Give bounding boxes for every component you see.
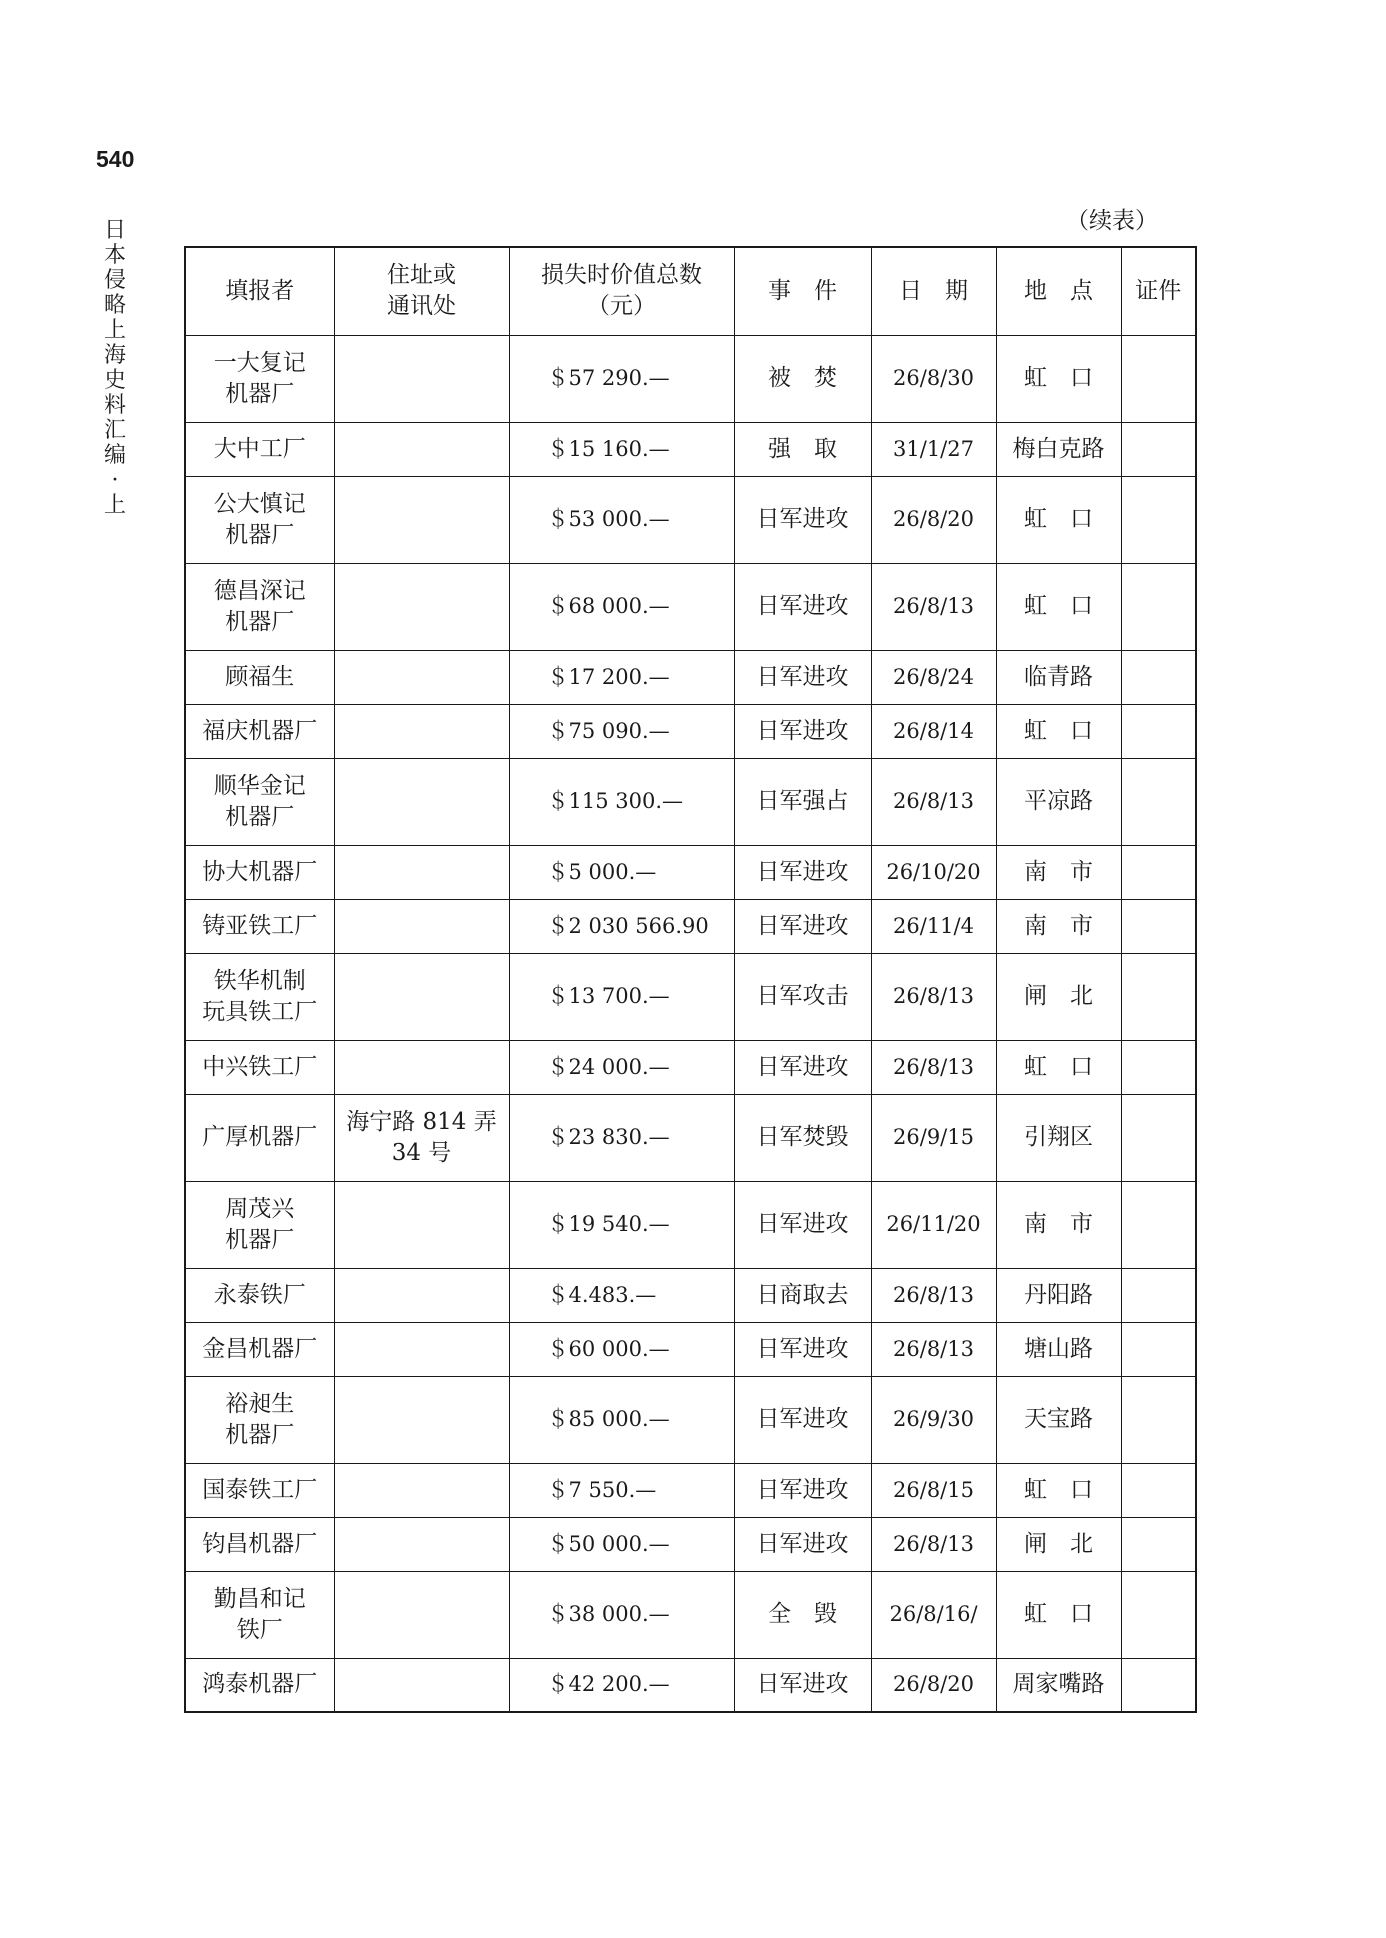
cell-location: 南 市 [996, 899, 1121, 953]
cell-location: 丹阳路 [996, 1268, 1121, 1322]
cell-date: 26/10/20 [871, 845, 996, 899]
cell-location: 虹 口 [996, 476, 1121, 563]
cell-event: 日军进攻 [734, 1376, 871, 1463]
cell-location: 塘山路 [996, 1322, 1121, 1376]
cell-reporter: 裕昶生 机器厂 [185, 1376, 334, 1463]
cell-event: 日商取去 [734, 1268, 871, 1322]
cell-event: 日军进攻 [734, 1517, 871, 1571]
cell-address [334, 758, 509, 845]
header-event: 事 件 [734, 247, 871, 335]
cell-address [334, 563, 509, 650]
cell-value: ＄15 160.— [509, 422, 734, 476]
cell-reporter: 勤昌和记 铁厂 [185, 1571, 334, 1658]
cell-date: 31/1/27 [871, 422, 996, 476]
cell-certificate [1121, 845, 1196, 899]
table-row [185, 1376, 1196, 1463]
cell-certificate [1121, 704, 1196, 758]
cell-address [334, 1268, 509, 1322]
header-location: 地 点 [996, 247, 1121, 335]
table-row [185, 1040, 1196, 1094]
cell-value: ＄5 000.— [509, 845, 734, 899]
cell-date: 26/9/30 [871, 1376, 996, 1463]
cell-value: ＄19 540.— [509, 1181, 734, 1268]
cell-event: 日军进攻 [734, 650, 871, 704]
running-title: 日本侵略上海史料汇编·上 [103, 218, 126, 518]
cell-date: 26/8/14 [871, 704, 996, 758]
cell-date: 26/8/30 [871, 335, 996, 422]
cell-date: 26/11/20 [871, 1181, 996, 1268]
cell-reporter: 周茂兴 机器厂 [185, 1181, 334, 1268]
header-row [185, 247, 1196, 335]
table-row [185, 1094, 1196, 1181]
cell-value: ＄4.483.— [509, 1268, 734, 1322]
cell-value: ＄60 000.— [509, 1322, 734, 1376]
cell-event: 日军进攻 [734, 476, 871, 563]
cell-address [334, 1040, 509, 1094]
cell-value: ＄13 700.— [509, 953, 734, 1040]
cell-date: 26/11/4 [871, 899, 996, 953]
cell-reporter: 德昌深记 机器厂 [185, 563, 334, 650]
cell-event: 日军进攻 [734, 1463, 871, 1517]
cell-certificate [1121, 1571, 1196, 1658]
header-date: 日 期 [871, 247, 996, 335]
cell-location: 临青路 [996, 650, 1121, 704]
cell-certificate [1121, 1268, 1196, 1322]
cell-reporter: 一大复记 机器厂 [185, 335, 334, 422]
cell-date: 26/8/13 [871, 953, 996, 1040]
cell-certificate [1121, 1322, 1196, 1376]
cell-certificate [1121, 899, 1196, 953]
cell-value: ＄23 830.— [509, 1094, 734, 1181]
cell-date: 26/8/24 [871, 650, 996, 704]
table-row [185, 650, 1196, 704]
cell-reporter: 金昌机器厂 [185, 1322, 334, 1376]
cell-reporter: 广厚机器厂 [185, 1094, 334, 1181]
cell-value: ＄68 000.— [509, 563, 734, 650]
table-row [185, 563, 1196, 650]
table-row [185, 476, 1196, 563]
cell-value: ＄75 090.— [509, 704, 734, 758]
cell-address [334, 422, 509, 476]
cell-address [334, 476, 509, 563]
cell-address [334, 1571, 509, 1658]
cell-date: 26/8/13 [871, 1517, 996, 1571]
cell-reporter: 国泰铁工厂 [185, 1463, 334, 1517]
cell-location: 梅白克路 [996, 422, 1121, 476]
cell-certificate [1121, 1376, 1196, 1463]
cell-date: 26/8/13 [871, 1322, 996, 1376]
table-row [185, 1517, 1196, 1571]
cell-date: 26/8/13 [871, 1040, 996, 1094]
cell-location: 虹 口 [996, 1040, 1121, 1094]
cell-value: ＄24 000.— [509, 1040, 734, 1094]
cell-value: ＄7 550.— [509, 1463, 734, 1517]
loss-table [184, 246, 1197, 1713]
cell-value: ＄53 000.— [509, 476, 734, 563]
cell-reporter: 永泰铁厂 [185, 1268, 334, 1322]
cell-event: 日军进攻 [734, 845, 871, 899]
cell-reporter: 顺华金记 机器厂 [185, 758, 334, 845]
header-address: 住址或 通讯处 [334, 247, 509, 335]
cell-reporter: 铸亚铁工厂 [185, 899, 334, 953]
cell-reporter: 鸿泰机器厂 [185, 1658, 334, 1712]
table-row [185, 899, 1196, 953]
cell-address [334, 1658, 509, 1712]
header-certificate: 证件 [1121, 247, 1196, 335]
cell-location: 闸 北 [996, 1517, 1121, 1571]
cell-reporter: 钧昌机器厂 [185, 1517, 334, 1571]
cell-date: 26/8/13 [871, 758, 996, 845]
cell-certificate [1121, 650, 1196, 704]
table-row [185, 1322, 1196, 1376]
cell-certificate [1121, 563, 1196, 650]
cell-certificate [1121, 1181, 1196, 1268]
cell-reporter: 公大慎记 机器厂 [185, 476, 334, 563]
cell-address: 海宁路 814 弄 34 号 [334, 1094, 509, 1181]
cell-address [334, 845, 509, 899]
cell-location: 周家嘴路 [996, 1658, 1121, 1712]
cell-certificate [1121, 335, 1196, 422]
cell-event: 日军进攻 [734, 1658, 871, 1712]
cell-value: ＄17 200.— [509, 650, 734, 704]
cell-address [334, 650, 509, 704]
table-row [185, 1463, 1196, 1517]
cell-certificate [1121, 476, 1196, 563]
continued-label: （续表） [1066, 208, 1158, 234]
cell-date: 26/9/15 [871, 1094, 996, 1181]
cell-value: ＄57 290.— [509, 335, 734, 422]
cell-date: 26/8/13 [871, 563, 996, 650]
cell-event: 全 毁 [734, 1571, 871, 1658]
cell-event: 日军进攻 [734, 899, 871, 953]
cell-event: 日军进攻 [734, 563, 871, 650]
cell-event: 强 取 [734, 422, 871, 476]
cell-location: 虹 口 [996, 335, 1121, 422]
cell-reporter: 大中工厂 [185, 422, 334, 476]
cell-location: 天宝路 [996, 1376, 1121, 1463]
cell-reporter: 福庆机器厂 [185, 704, 334, 758]
cell-location: 虹 口 [996, 1463, 1121, 1517]
cell-event: 日军焚毁 [734, 1094, 871, 1181]
cell-event: 日军进攻 [734, 1322, 871, 1376]
cell-address [334, 1376, 509, 1463]
cell-location: 南 市 [996, 1181, 1121, 1268]
cell-address [334, 1181, 509, 1268]
cell-event: 日军强占 [734, 758, 871, 845]
table-row [185, 422, 1196, 476]
cell-certificate [1121, 1658, 1196, 1712]
cell-certificate [1121, 953, 1196, 1040]
cell-certificate [1121, 758, 1196, 845]
cell-value: ＄42 200.— [509, 1658, 734, 1712]
table-row [185, 845, 1196, 899]
cell-value: ＄85 000.— [509, 1376, 734, 1463]
cell-event: 日军进攻 [734, 704, 871, 758]
table-row [185, 953, 1196, 1040]
cell-date: 26/8/20 [871, 476, 996, 563]
table-row [185, 1268, 1196, 1322]
cell-date: 26/8/20 [871, 1658, 996, 1712]
cell-event: 被 焚 [734, 335, 871, 422]
table-body [185, 335, 1196, 1712]
header-value: 损失时价值总数 （元） [509, 247, 734, 335]
cell-location: 虹 口 [996, 1571, 1121, 1658]
cell-address [334, 704, 509, 758]
cell-value: ＄50 000.— [509, 1517, 734, 1571]
cell-address [334, 1463, 509, 1517]
cell-certificate [1121, 422, 1196, 476]
cell-address [334, 335, 509, 422]
cell-certificate [1121, 1040, 1196, 1094]
cell-location: 平凉路 [996, 758, 1121, 845]
cell-address [334, 1322, 509, 1376]
cell-certificate [1121, 1463, 1196, 1517]
cell-location: 虹 口 [996, 563, 1121, 650]
table-row [185, 1658, 1196, 1712]
cell-location: 闸 北 [996, 953, 1121, 1040]
cell-address [334, 899, 509, 953]
cell-address [334, 1517, 509, 1571]
cell-date: 26/8/16/ [871, 1571, 996, 1658]
header-reporter: 填报者 [185, 247, 334, 335]
cell-reporter: 顾福生 [185, 650, 334, 704]
cell-location: 引翔区 [996, 1094, 1121, 1181]
cell-value: ＄2 030 566.90 [509, 899, 734, 953]
table-row [185, 335, 1196, 422]
page-number: 540 [96, 146, 135, 172]
cell-location: 虹 口 [996, 704, 1121, 758]
cell-address [334, 953, 509, 1040]
cell-event: 日军攻击 [734, 953, 871, 1040]
cell-certificate [1121, 1517, 1196, 1571]
cell-event: 日军进攻 [734, 1040, 871, 1094]
cell-reporter: 中兴铁工厂 [185, 1040, 334, 1094]
cell-date: 26/8/13 [871, 1268, 996, 1322]
cell-certificate [1121, 1094, 1196, 1181]
cell-date: 26/8/15 [871, 1463, 996, 1517]
cell-reporter: 铁华机制 玩具铁工厂 [185, 953, 334, 1040]
cell-event: 日军进攻 [734, 1181, 871, 1268]
table-row [185, 1181, 1196, 1268]
table-row [185, 1571, 1196, 1658]
cell-value: ＄115 300.— [509, 758, 734, 845]
cell-value: ＄38 000.— [509, 1571, 734, 1658]
table-row [185, 704, 1196, 758]
cell-reporter: 协大机器厂 [185, 845, 334, 899]
cell-location: 南 市 [996, 845, 1121, 899]
table-row [185, 758, 1196, 845]
